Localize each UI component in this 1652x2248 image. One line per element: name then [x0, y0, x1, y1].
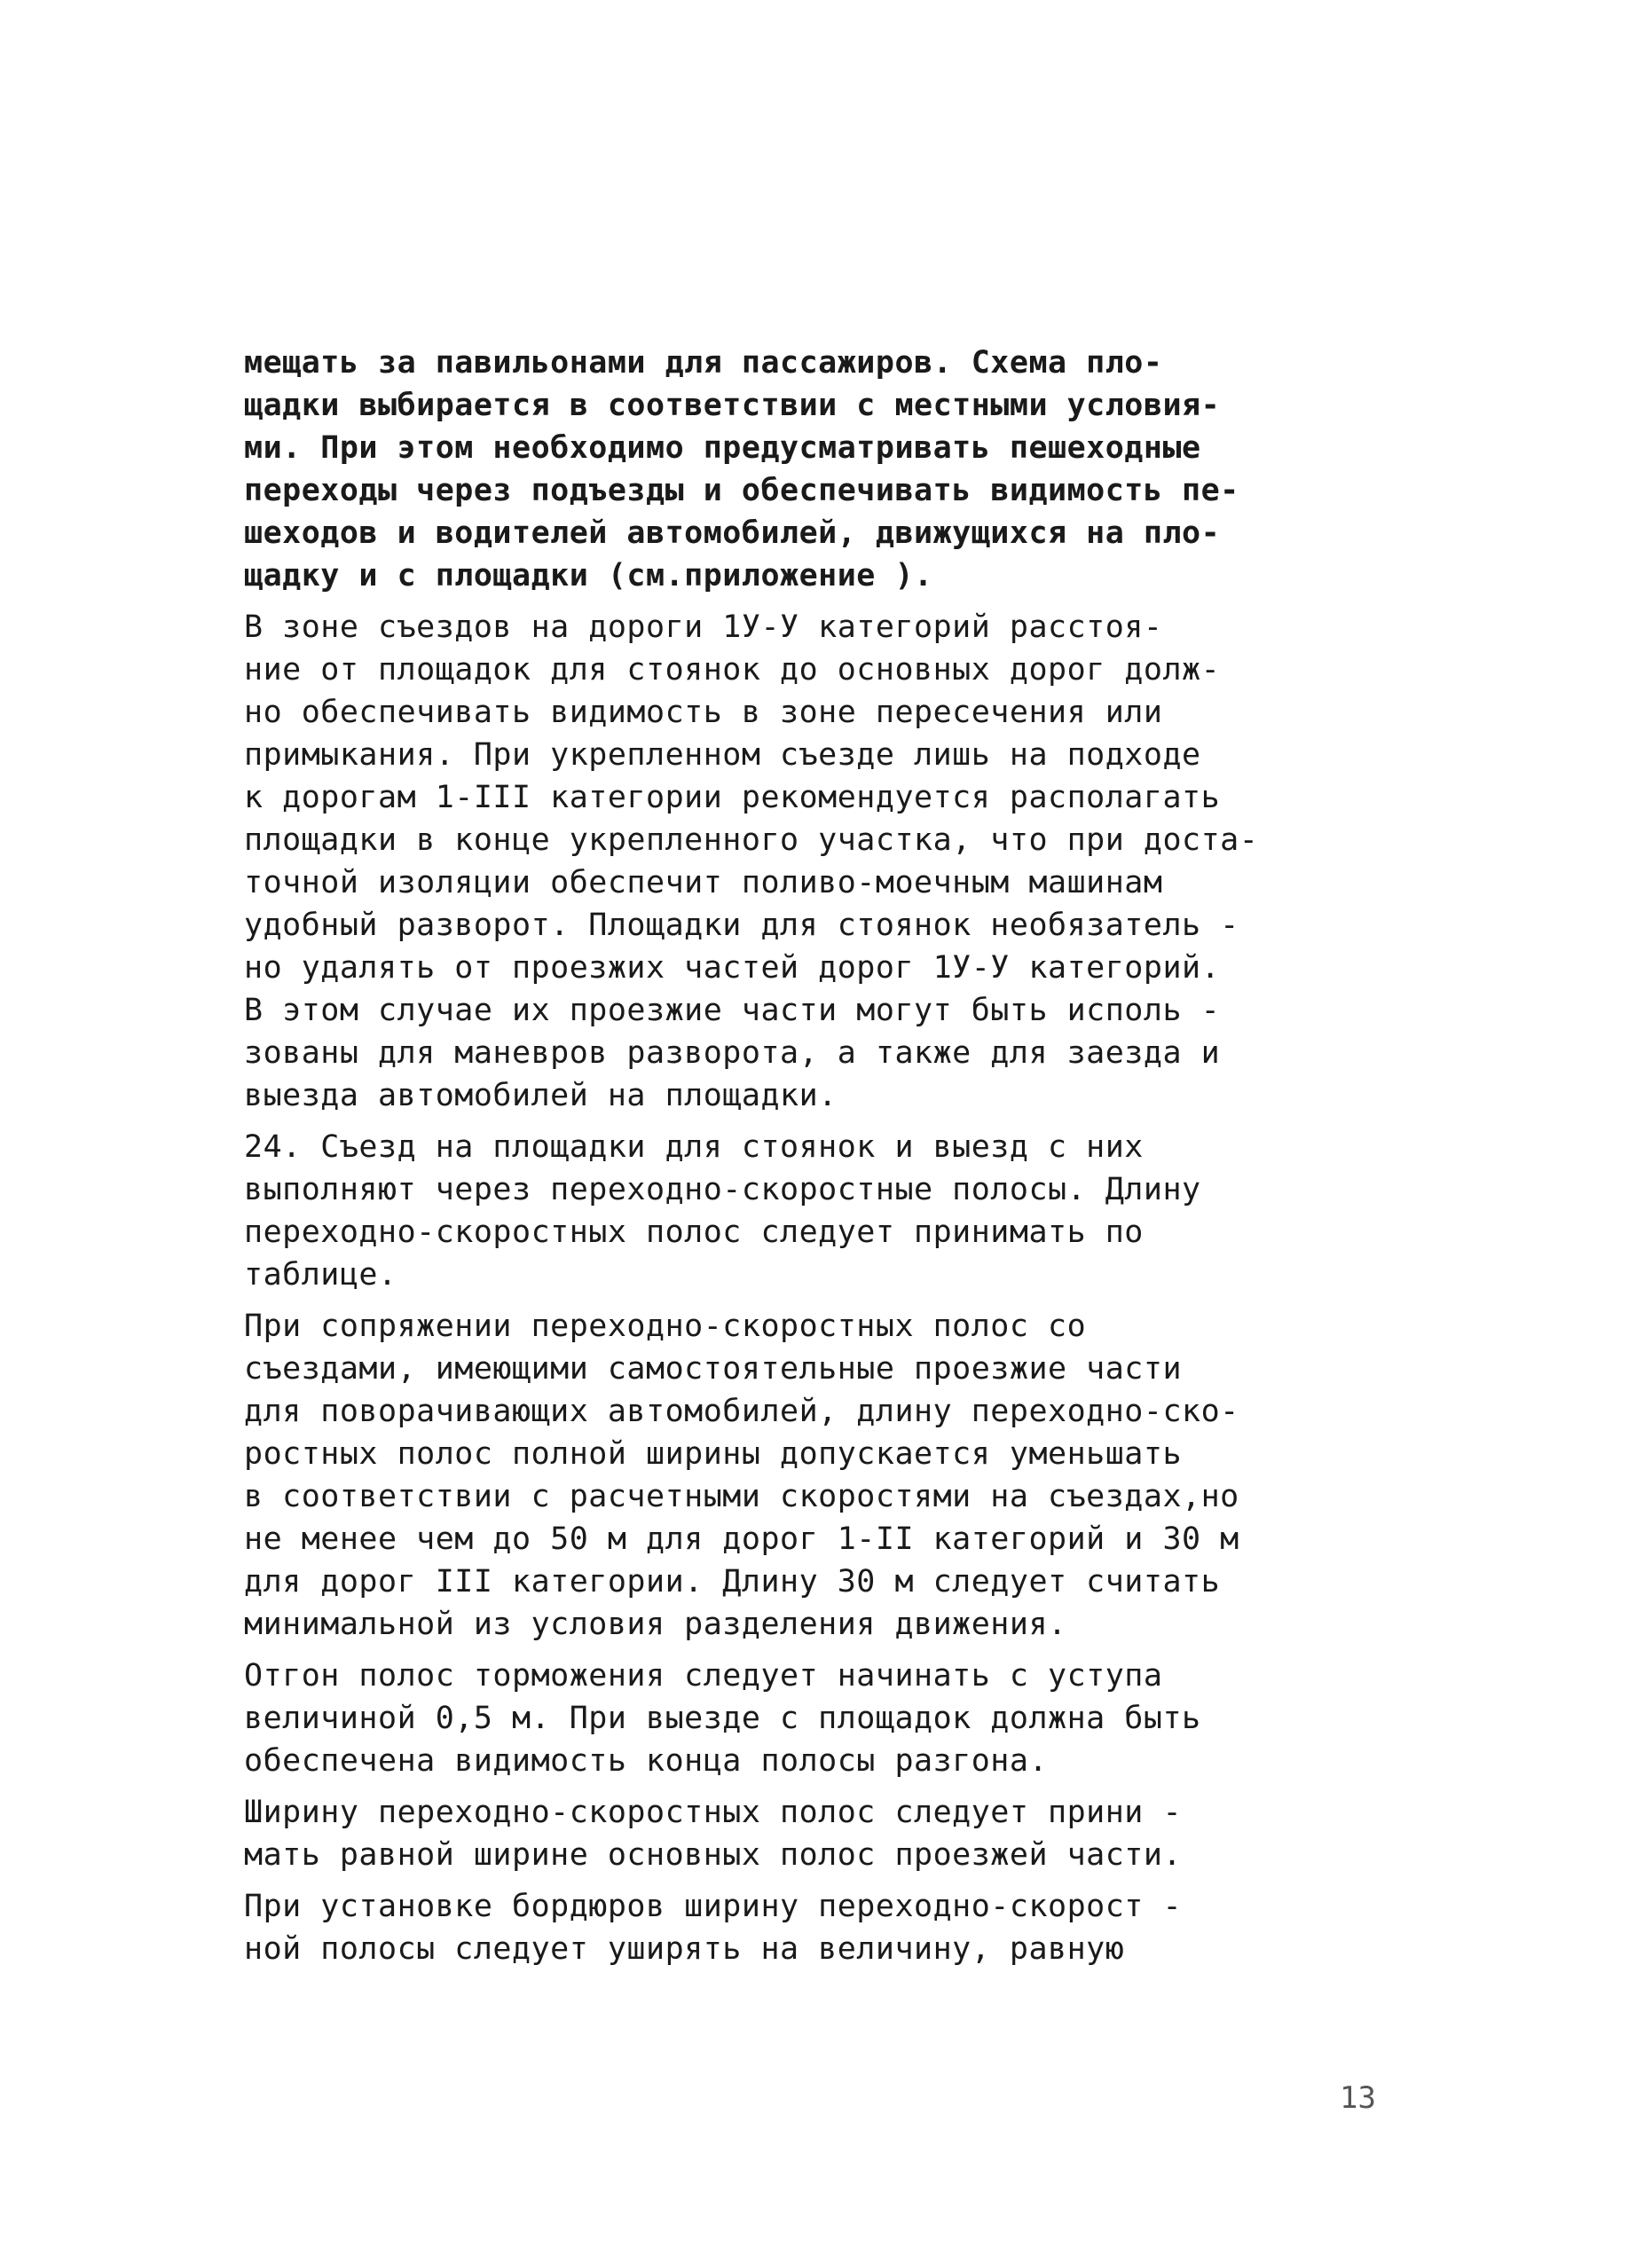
text-line: выполняют через переходно-скоростные полосы. Длину [244, 1172, 1201, 1207]
text-line: но обеспечивать видимость в зоне пересечения или [244, 695, 1163, 730]
text-line: удобный разворот. Площадки для стоянок необязатель - [244, 908, 1239, 943]
text-line: но удалять от проезжих частей дорог 1У-У категорий. [244, 950, 1221, 986]
text-line: таблице. [244, 1257, 397, 1293]
text-line: к дорогам 1-III категории рекомендуется располагать [244, 780, 1221, 815]
text-line: При сопряжении переходно-скоростных полос со [244, 1309, 1087, 1344]
text-line: не менее чем до 50 м для дорог 1-II категорий и 30 м [244, 1521, 1239, 1557]
text-line: ние от площадок для стоянок до основных дорог долж- [244, 652, 1221, 688]
text-line: ной полосы следует уширять на величину, равную [244, 1931, 1125, 1967]
text-line: щадку и с площадки (см.приложение ). [244, 558, 933, 593]
text-line: В этом случае их проезжие части могут быть исполь - [244, 993, 1221, 1028]
text-line: примыкания. При укрепленном съезде лишь на подходе [244, 737, 1201, 773]
text-line: При установке бордюров ширину переходно-скорост - [244, 1889, 1183, 1924]
text-line: площадки в конце укрепленного участка, что при доста- [244, 822, 1259, 858]
text-line: щадки выбирается в соответствии с местными условия- [244, 388, 1221, 423]
text-line: точной изоляции обеспечит поливо-моечным машинам [244, 865, 1163, 900]
text-line: обеспечена видимость конца полосы разгона. [244, 1743, 1049, 1779]
text-line: минимальной из условия разделения движения. [244, 1607, 1067, 1642]
text-line: В зоне съездов на дороги 1У-У категорий расстоя- [244, 609, 1163, 645]
text-line: для дорог III категории. Длину 30 м следует считать [244, 1564, 1221, 1600]
text-line: мещать за павильонами для пассажиров. Схема пло- [244, 345, 1163, 381]
text-line: зованы для маневров разворота, а также для заезда и [244, 1035, 1221, 1071]
page-number: 13 [1340, 2080, 1376, 2116]
text-line: ростных полос полной ширины допускается уменьшать [244, 1436, 1183, 1472]
text-line: для поворачивающих автомобилей, длину переходно-ско- [244, 1394, 1239, 1429]
text-line: в соответствии с расчетными скоростями на съездах,но [244, 1479, 1239, 1514]
text-line: переходы через подъезды и обеспечивать видимость пе- [244, 473, 1239, 508]
text-line: мать равной ширине основных полос проезжей части. [244, 1837, 1183, 1873]
text-line: переходно-скоростных полос следует принимать по [244, 1214, 1144, 1250]
text-line: ми. При этом необходимо предусматривать пешеходные [244, 430, 1201, 466]
text-line: величиной 0,5 м. При выезде с площадок должна быть [244, 1701, 1201, 1736]
text-line: 24. Съезд на площадки для стоянок и выезд с них [244, 1129, 1144, 1165]
text-line: Ширину переходно-скоростных полос следует прини - [244, 1795, 1183, 1830]
text-line: выезда автомобилей на площадки. [244, 1078, 838, 1113]
text-line: съездами, имеющими самостоятельные проезжие части [244, 1351, 1183, 1387]
text-line: шеходов и водителей автомобилей, движущихся на пло- [244, 515, 1221, 551]
text-line: Отгон полос торможения следует начинать с уступа [244, 1658, 1163, 1694]
